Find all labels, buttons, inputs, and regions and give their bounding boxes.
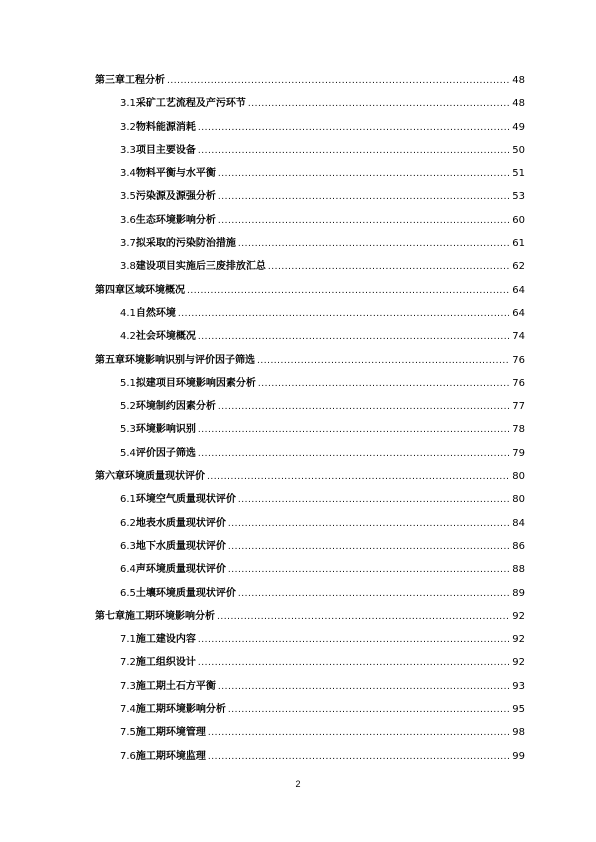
toc-entry-title: 物料能源消耗 xyxy=(135,121,196,133)
toc-chapter-entry[interactable] xyxy=(0,280,596,303)
toc-entry-number: 第四章 xyxy=(95,284,125,296)
toc-entry-title: 区域环境概况 xyxy=(125,284,185,296)
toc-section-entry[interactable] xyxy=(0,326,596,349)
toc-dot-leader xyxy=(208,725,509,741)
toc-entry-page: 92 xyxy=(512,610,525,622)
toc-entry-number: 7.5 xyxy=(120,727,136,739)
toc-section-entry[interactable] xyxy=(0,419,596,442)
toc-section-entry[interactable] xyxy=(0,186,596,209)
toc-entry-page: 80 xyxy=(512,494,525,506)
toc-entry-page: 89 xyxy=(512,587,525,599)
toc-entry-number: 6.1 xyxy=(120,494,136,506)
toc-dot-leader xyxy=(187,283,509,299)
toc-section-entry[interactable] xyxy=(0,163,596,186)
toc-dot-leader xyxy=(167,73,509,89)
toc-dot-leader xyxy=(208,749,509,765)
toc-entry-number: 3.5 xyxy=(120,191,136,203)
toc-entry-title: 环境制约因素分析 xyxy=(135,401,216,413)
toc-section-entry[interactable] xyxy=(0,93,596,116)
toc-dot-leader xyxy=(228,539,509,555)
page-number: 2 xyxy=(295,779,301,789)
toc-entry-title: 社会环境概况 xyxy=(135,331,196,343)
toc-entry-number: 3.3 xyxy=(120,144,136,156)
toc-entry-title: 项目主要设备 xyxy=(135,144,196,156)
toc-entry-title: 施工期环境管理 xyxy=(135,727,206,739)
toc-dot-leader xyxy=(198,143,509,159)
toc-entry-page: 62 xyxy=(512,261,525,273)
toc-entry-title: 施工期环境影响分析 xyxy=(125,610,215,622)
toc-dot-leader xyxy=(207,469,509,485)
toc-chapter-entry[interactable] xyxy=(0,350,596,373)
toc-section-entry[interactable] xyxy=(0,489,596,512)
toc-entry-number: 7.1 xyxy=(120,634,136,646)
toc-entry-page: 86 xyxy=(512,540,525,552)
toc-chapter-entry[interactable] xyxy=(0,70,596,93)
toc-section-entry[interactable] xyxy=(0,746,596,769)
toc-entry-page: 64 xyxy=(512,284,525,296)
toc-dot-leader xyxy=(268,259,509,275)
toc-entry-title: 土壤环境质量现状评价 xyxy=(135,587,236,599)
toc-dot-leader xyxy=(248,96,509,112)
toc-section-entry[interactable] xyxy=(0,233,596,256)
toc-entry-page: 80 xyxy=(512,471,525,483)
toc-entry-page: 95 xyxy=(512,704,525,716)
toc-entry-number: 第七章 xyxy=(95,610,125,622)
toc-entry-title: 环境影响识别与评价因子筛选 xyxy=(125,354,255,366)
toc-dot-leader xyxy=(257,353,509,369)
toc-section-entry[interactable] xyxy=(0,256,596,279)
toc-dot-leader xyxy=(218,166,509,182)
toc-dot-leader xyxy=(198,632,509,648)
toc-entry-title: 环境质量现状评价 xyxy=(125,471,205,483)
toc-section-entry[interactable] xyxy=(0,699,596,722)
toc-entry-page: 48 xyxy=(512,75,525,86)
toc-section-entry[interactable] xyxy=(0,140,596,163)
toc-entry-title: 施工期环境监理 xyxy=(135,750,206,762)
toc-entry-page: 84 xyxy=(512,517,525,529)
toc-entry-number: 6.4 xyxy=(120,564,136,576)
toc-entry-title: 声环境质量现状评价 xyxy=(135,564,226,576)
toc-entry-page: 49 xyxy=(512,121,525,133)
toc-dot-leader xyxy=(228,702,509,718)
toc-section-entry[interactable] xyxy=(0,629,596,652)
toc-entry-number: 7.6 xyxy=(120,750,136,762)
toc-dot-leader xyxy=(218,189,509,205)
toc-entry-page: 92 xyxy=(512,634,525,646)
toc-entry-number: 3.4 xyxy=(120,168,136,180)
toc-entry-number: 3.7 xyxy=(120,238,136,250)
toc-entry-number: 5.4 xyxy=(120,447,136,459)
toc-entry-title: 污染源及源强分析 xyxy=(135,191,216,203)
toc-section-entry[interactable] xyxy=(0,652,596,675)
toc-dot-leader xyxy=(228,562,509,578)
table-of-contents xyxy=(0,70,596,769)
toc-entry-title: 施工建设内容 xyxy=(135,634,196,646)
toc-section-entry[interactable] xyxy=(0,303,596,326)
toc-section-entry[interactable] xyxy=(0,722,596,745)
toc-entry-number: 3.6 xyxy=(120,214,136,226)
toc-entry-page: 74 xyxy=(512,331,525,343)
toc-entry-page: 60 xyxy=(512,214,525,226)
toc-entry-number: 7.3 xyxy=(120,680,136,692)
toc-entry-title: 施工组织设计 xyxy=(135,657,196,669)
toc-entry-number: 第三章 xyxy=(95,75,125,86)
toc-entry-title: 地下水质量现状评价 xyxy=(135,540,226,552)
toc-section-entry[interactable] xyxy=(0,210,596,233)
toc-entry-number: 4.2 xyxy=(120,331,136,343)
toc-entry-page: 92 xyxy=(512,657,525,669)
toc-entry-number: 6.3 xyxy=(120,540,136,552)
toc-entry-page: 88 xyxy=(512,564,525,576)
toc-section-entry[interactable] xyxy=(0,559,596,582)
toc-dot-leader xyxy=(217,609,509,625)
toc-entry-number: 3.2 xyxy=(120,121,136,133)
toc-section-entry[interactable] xyxy=(0,117,596,140)
toc-entry-page: 61 xyxy=(512,238,525,250)
toc-entry-title: 物料平衡与水平衡 xyxy=(135,168,216,180)
toc-dot-leader xyxy=(218,213,509,229)
toc-entry-number: 4.1 xyxy=(120,307,136,319)
toc-entry-number: 第五章 xyxy=(95,354,125,366)
toc-dot-leader xyxy=(198,446,509,462)
toc-entry-number: 7.4 xyxy=(120,704,136,716)
toc-entry-title: 评价因子筛选 xyxy=(135,447,196,459)
toc-entry-number: 第六章 xyxy=(95,471,125,483)
toc-entry-page: 53 xyxy=(512,191,525,203)
toc-entry-page: 51 xyxy=(512,168,525,180)
toc-section-entry[interactable] xyxy=(0,396,596,419)
toc-entry-title: 工程分析 xyxy=(125,75,165,86)
toc-entry-title: 拟建项目环境影响因素分析 xyxy=(135,377,256,389)
toc-entry-number: 7.2 xyxy=(120,657,136,669)
toc-entry-number: 3.8 xyxy=(120,261,136,273)
toc-section-entry[interactable] xyxy=(0,373,596,396)
toc-section-entry[interactable] xyxy=(0,583,596,606)
toc-dot-leader xyxy=(198,120,509,136)
toc-entry-number: 5.1 xyxy=(120,377,136,389)
toc-entry-title: 环境影响识别 xyxy=(135,424,196,436)
toc-section-entry[interactable] xyxy=(0,513,596,536)
toc-entry-title: 施工期环境影响分析 xyxy=(135,704,226,716)
toc-entry-title: 采矿工艺流程及产污环节 xyxy=(135,98,246,110)
toc-dot-leader xyxy=(198,422,509,438)
toc-section-entry[interactable] xyxy=(0,536,596,559)
toc-entry-number: 6.2 xyxy=(120,517,136,529)
toc-dot-leader xyxy=(228,516,509,532)
toc-entry-page: 50 xyxy=(512,144,525,156)
toc-entry-title: 地表水质量现状评价 xyxy=(135,517,226,529)
toc-entry-page: 76 xyxy=(512,354,525,366)
toc-entry-title: 施工期土石方平衡 xyxy=(135,680,216,692)
toc-dot-leader xyxy=(238,492,509,508)
toc-dot-leader xyxy=(178,306,509,322)
toc-entry-page: 98 xyxy=(512,727,525,739)
toc-entry-title: 拟采取的污染防治措施 xyxy=(135,238,236,250)
toc-entry-number: 5.2 xyxy=(120,401,136,413)
toc-entry-page: 76 xyxy=(512,377,525,389)
toc-entry-title: 生态环境影响分析 xyxy=(135,214,216,226)
toc-entry-page: 77 xyxy=(512,401,525,413)
toc-dot-leader xyxy=(218,679,509,695)
toc-entry-title: 自然环境 xyxy=(135,307,176,319)
toc-dot-leader xyxy=(198,655,509,671)
toc-entry-page: 78 xyxy=(512,424,525,436)
toc-entry-page: 48 xyxy=(512,98,525,110)
toc-entry-page: 99 xyxy=(512,750,525,762)
toc-entry-page: 64 xyxy=(512,307,525,319)
toc-dot-leader xyxy=(198,329,509,345)
toc-dot-leader xyxy=(238,586,509,602)
toc-section-entry[interactable] xyxy=(0,443,596,466)
toc-entry-number: 5.3 xyxy=(120,424,136,436)
toc-entry-title: 建设项目实施后三废排放汇总 xyxy=(135,261,266,273)
toc-section-entry[interactable] xyxy=(0,676,596,699)
toc-dot-leader xyxy=(218,399,509,415)
toc-chapter-entry[interactable] xyxy=(0,466,596,489)
toc-dot-leader xyxy=(238,236,509,252)
toc-dot-leader xyxy=(258,376,509,392)
toc-entry-title: 环境空气质量现状评价 xyxy=(135,494,236,506)
toc-entry-number: 6.5 xyxy=(120,587,136,599)
toc-entry-page: 93 xyxy=(512,680,525,692)
toc-entry-number: 3.1 xyxy=(120,98,136,110)
toc-entry-page: 79 xyxy=(512,447,525,459)
toc-chapter-entry[interactable] xyxy=(0,606,596,629)
